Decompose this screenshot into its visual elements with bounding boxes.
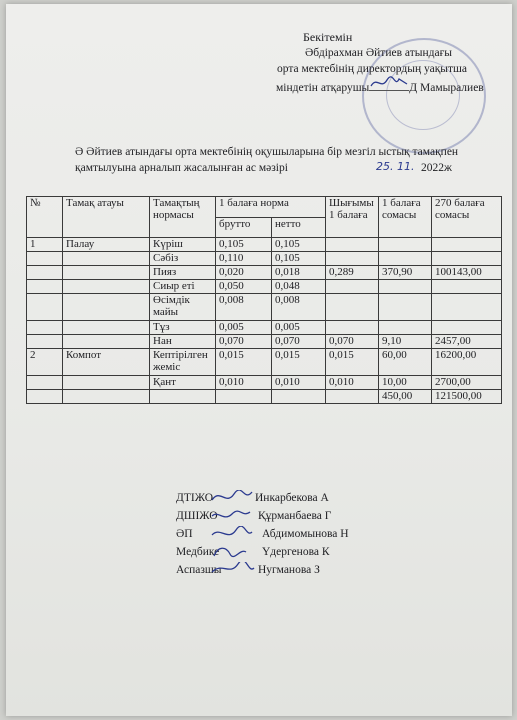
signature-name: Абдимомынова Н bbox=[262, 528, 349, 540]
table-cell-name bbox=[63, 376, 150, 390]
table-cell-num bbox=[27, 335, 63, 349]
signature-scribble-icon bbox=[210, 544, 258, 560]
table-cell-item: Күріш bbox=[150, 238, 216, 252]
table-cell-num bbox=[27, 266, 63, 280]
signature-scribble-icon bbox=[210, 490, 258, 506]
table-cell-num: 1 bbox=[27, 238, 63, 252]
col-header-name: Тамақ атауы bbox=[63, 197, 150, 238]
col-header-num: № bbox=[27, 197, 63, 238]
approval-line-2: орта мектебінің директордың уақытша bbox=[277, 63, 467, 75]
table-cell-name: Компот bbox=[63, 349, 150, 376]
table-row bbox=[27, 321, 502, 335]
table-cell-yield bbox=[326, 294, 379, 321]
table-row bbox=[27, 335, 502, 349]
table-cell-name bbox=[63, 294, 150, 321]
signature-role: Медбике bbox=[176, 546, 220, 558]
table-cell-cost1 bbox=[379, 252, 432, 266]
table-cell-item: Қант bbox=[150, 376, 216, 390]
table-cell-brutto: 0,105 bbox=[216, 238, 272, 252]
signature-name: Инкарбекова А bbox=[255, 492, 329, 504]
signature-role: ДТІЖО bbox=[176, 492, 214, 504]
table-cell-cost1: 60,00 bbox=[379, 349, 432, 376]
table-cell-num: 2 bbox=[27, 349, 63, 376]
col-header-cost270: 270 балаға сомасы bbox=[432, 197, 502, 238]
table-cell-cost270 bbox=[432, 280, 502, 294]
table-row bbox=[27, 294, 502, 321]
table-cell-cost1: 10,00 bbox=[379, 376, 432, 390]
table-cell-cost1: 370,90 bbox=[379, 266, 432, 280]
document-title-line-2: қамтылуына арналып жасалынған ас мәзірі bbox=[75, 162, 288, 174]
table-cell-name: Палау bbox=[63, 238, 150, 252]
table-row bbox=[27, 280, 502, 294]
table-cell-netto: 0,008 bbox=[272, 294, 326, 321]
table-cell-brutto: 0,008 bbox=[216, 294, 272, 321]
table-cell-netto: 0,070 bbox=[272, 335, 326, 349]
table-cell-cost270: 16200,00 bbox=[432, 349, 502, 376]
table-header-row bbox=[27, 197, 502, 218]
menu-table-body bbox=[27, 238, 502, 404]
table-cell-cost1 bbox=[379, 294, 432, 321]
table-cell-cost1 bbox=[379, 280, 432, 294]
table-cell-cost270: 2457,00 bbox=[432, 335, 502, 349]
document-title-line-1: Ә Әйтиев атындағы орта мектебінің оқушыларына бір мезгіл ыстық тамақпен bbox=[75, 146, 459, 158]
director-name: Д Мамыралиев bbox=[409, 82, 484, 94]
table-cell-cost1 bbox=[379, 321, 432, 335]
table-cell-cost1 bbox=[379, 238, 432, 252]
table-cell-brutto: 0,020 bbox=[216, 266, 272, 280]
table-cell-name bbox=[63, 252, 150, 266]
table-cell-netto: 0,005 bbox=[272, 321, 326, 335]
approval-line-1: Әбдірахман Әйтиев атындағы bbox=[305, 47, 453, 59]
director-signature bbox=[369, 80, 409, 91]
table-cell-yield: 0,015 bbox=[326, 349, 379, 376]
table-row bbox=[27, 252, 502, 266]
signature-name: Құрманбаева Г bbox=[258, 510, 332, 522]
signature-name: Нугманова З bbox=[258, 564, 320, 576]
table-cell-yield: 0,010 bbox=[326, 376, 379, 390]
signature-scribble-icon bbox=[210, 508, 258, 524]
table-cell-yield: 0,070 bbox=[326, 335, 379, 349]
table-cell-yield bbox=[326, 321, 379, 335]
table-cell-yield bbox=[326, 390, 379, 404]
table-cell-name bbox=[63, 335, 150, 349]
table-cell-yield bbox=[326, 280, 379, 294]
table-row bbox=[27, 376, 502, 390]
table-cell-name bbox=[63, 280, 150, 294]
signature-scribble-icon bbox=[369, 76, 409, 90]
table-cell-netto: 0,010 bbox=[272, 376, 326, 390]
table-cell-name bbox=[63, 390, 150, 404]
table-cell-brutto: 0,015 bbox=[216, 349, 272, 376]
table-cell-cost270 bbox=[432, 294, 502, 321]
table-cell-num bbox=[27, 376, 63, 390]
table-cell-num bbox=[27, 294, 63, 321]
col-header-per-child: 1 балаға норма bbox=[216, 197, 326, 218]
col-header-cost1: 1 балаға сомасы bbox=[379, 197, 432, 238]
table-row bbox=[27, 238, 502, 252]
approval-heading: Бекітемін bbox=[303, 30, 353, 44]
table-cell-num bbox=[27, 390, 63, 404]
table-cell-brutto: 0,050 bbox=[216, 280, 272, 294]
signature-role: ДШІЖО bbox=[176, 510, 218, 522]
signature-name: Үдергенова К bbox=[262, 546, 330, 558]
table-cell-cost270: 100143,00 bbox=[432, 266, 502, 280]
table-cell-item bbox=[150, 390, 216, 404]
table-cell-cost270 bbox=[432, 321, 502, 335]
table-cell-item: Тұз bbox=[150, 321, 216, 335]
table-cell-cost1: 450,00 bbox=[379, 390, 432, 404]
table-cell-netto: 0,105 bbox=[272, 252, 326, 266]
table-cell-cost270 bbox=[432, 252, 502, 266]
col-header-netto: нетто bbox=[272, 217, 326, 238]
table-cell-yield bbox=[326, 238, 379, 252]
signature-scribble-icon bbox=[210, 526, 258, 542]
table-cell-brutto: 0,070 bbox=[216, 335, 272, 349]
table-cell-item: Сиыр еті bbox=[150, 280, 216, 294]
table-cell-num bbox=[27, 252, 63, 266]
table-cell-netto: 0,105 bbox=[272, 238, 326, 252]
table-cell-yield: 0,289 bbox=[326, 266, 379, 280]
table-cell-yield bbox=[326, 252, 379, 266]
col-header-norm: Тамақтың нормасы bbox=[150, 197, 216, 238]
table-cell-item: Кептірілген жеміс bbox=[150, 349, 216, 376]
table-row bbox=[27, 349, 502, 376]
table-cell-brutto: 0,005 bbox=[216, 321, 272, 335]
table-cell-cost270 bbox=[432, 238, 502, 252]
table-cell-netto bbox=[272, 390, 326, 404]
table-cell-name bbox=[63, 321, 150, 335]
table-cell-item: Сәбіз bbox=[150, 252, 216, 266]
signature-role: Аспазшы bbox=[176, 564, 222, 576]
col-header-yield: Шығымы 1 балаға bbox=[326, 197, 379, 238]
table-cell-netto: 0,018 bbox=[272, 266, 326, 280]
table-cell-item: Пияз bbox=[150, 266, 216, 280]
table-cell-name bbox=[63, 266, 150, 280]
handwritten-date: 25. 11. bbox=[376, 160, 415, 173]
table-row bbox=[27, 390, 502, 404]
table-cell-num bbox=[27, 321, 63, 335]
menu-table bbox=[26, 196, 502, 404]
approval-role: міндетін атқарушы bbox=[276, 82, 370, 94]
table-cell-brutto bbox=[216, 390, 272, 404]
signature-role: ӘП bbox=[176, 528, 193, 540]
table-cell-item: Өсімдік майы bbox=[150, 294, 216, 321]
table-cell-brutto: 0,010 bbox=[216, 376, 272, 390]
table-cell-cost270: 2700,00 bbox=[432, 376, 502, 390]
table-cell-num bbox=[27, 280, 63, 294]
table-cell-netto: 0,015 bbox=[272, 349, 326, 376]
table-cell-cost1: 9,10 bbox=[379, 335, 432, 349]
table-row bbox=[27, 266, 502, 280]
col-header-brutto: брутто bbox=[216, 217, 272, 238]
approval-line-3 bbox=[276, 80, 484, 94]
table-cell-item: Нан bbox=[150, 335, 216, 349]
document-year: 2022ж bbox=[421, 162, 452, 174]
table-cell-brutto: 0,110 bbox=[216, 252, 272, 266]
signature-scribble-icon bbox=[210, 562, 258, 578]
table-cell-cost270: 121500,00 bbox=[432, 390, 502, 404]
table-cell-netto: 0,048 bbox=[272, 280, 326, 294]
